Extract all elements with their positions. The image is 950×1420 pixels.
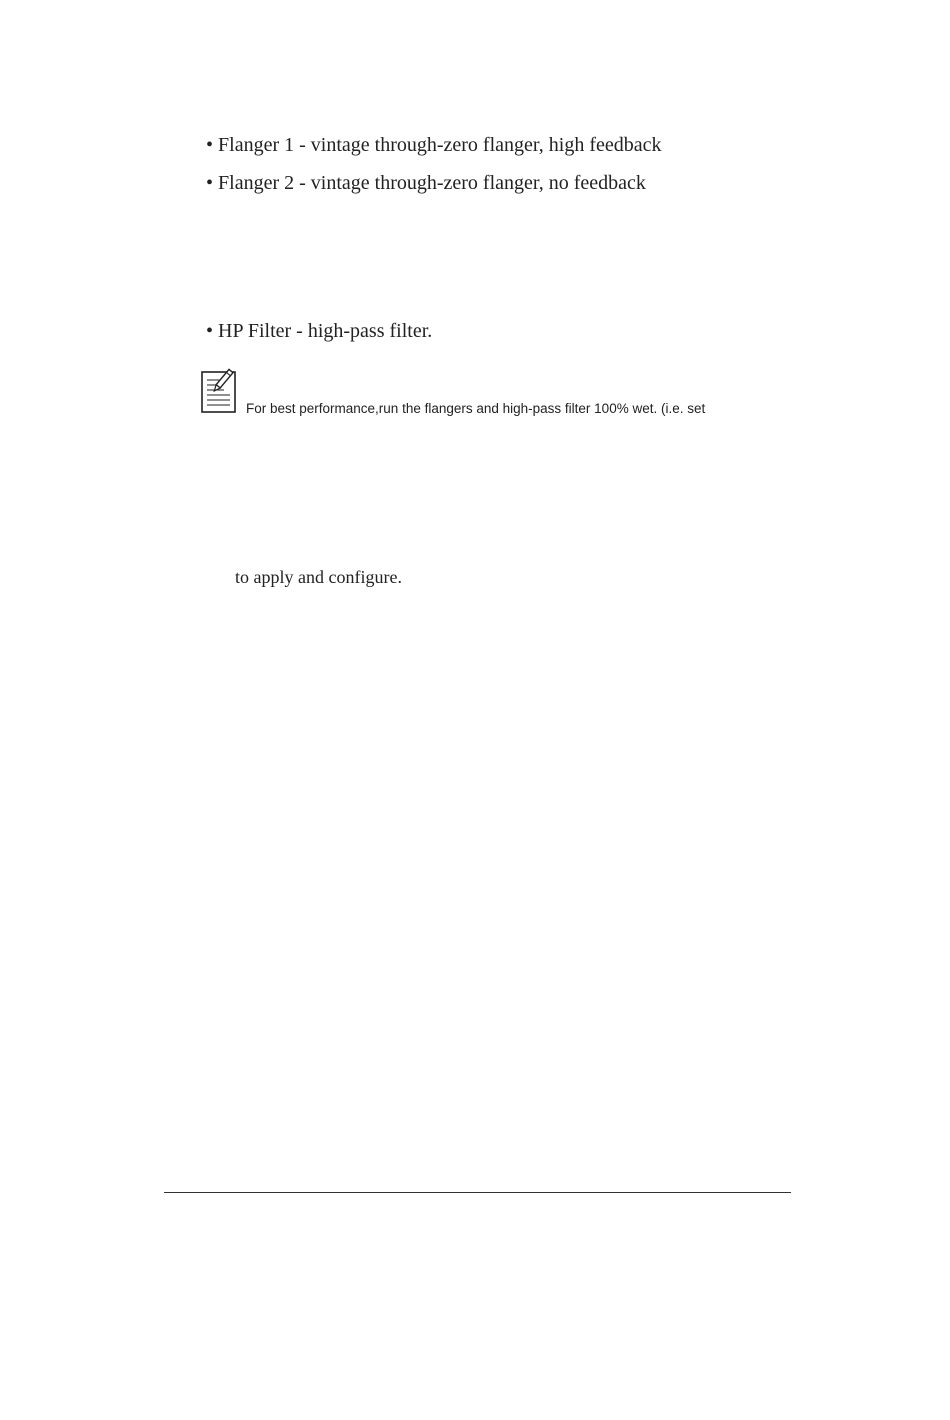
bullet-item-flanger-2 xyxy=(206,171,646,195)
bullet-marker: • xyxy=(206,172,214,194)
bullet-text: Flanger 2 - vintage through-zero flanger, no feedback xyxy=(218,172,646,194)
bullet-item-hp-filter xyxy=(206,319,432,343)
footer-divider xyxy=(164,1192,791,1193)
bullet-marker: • xyxy=(206,320,214,342)
bullet-marker: • xyxy=(206,134,214,156)
bullet-text: HP Filter - high-pass filter. xyxy=(218,320,433,342)
bullet-text: Flanger 1 - vintage through-zero flanger, high feedback xyxy=(218,134,662,156)
bullet-item-flanger-1 xyxy=(206,133,661,157)
note-pencil-icon xyxy=(200,368,246,414)
note-text: For best performance,run the flangers and high-pass filter 100% wet. (i.e. set xyxy=(246,401,706,416)
body-text-continuation: to apply and configure. xyxy=(235,567,402,587)
